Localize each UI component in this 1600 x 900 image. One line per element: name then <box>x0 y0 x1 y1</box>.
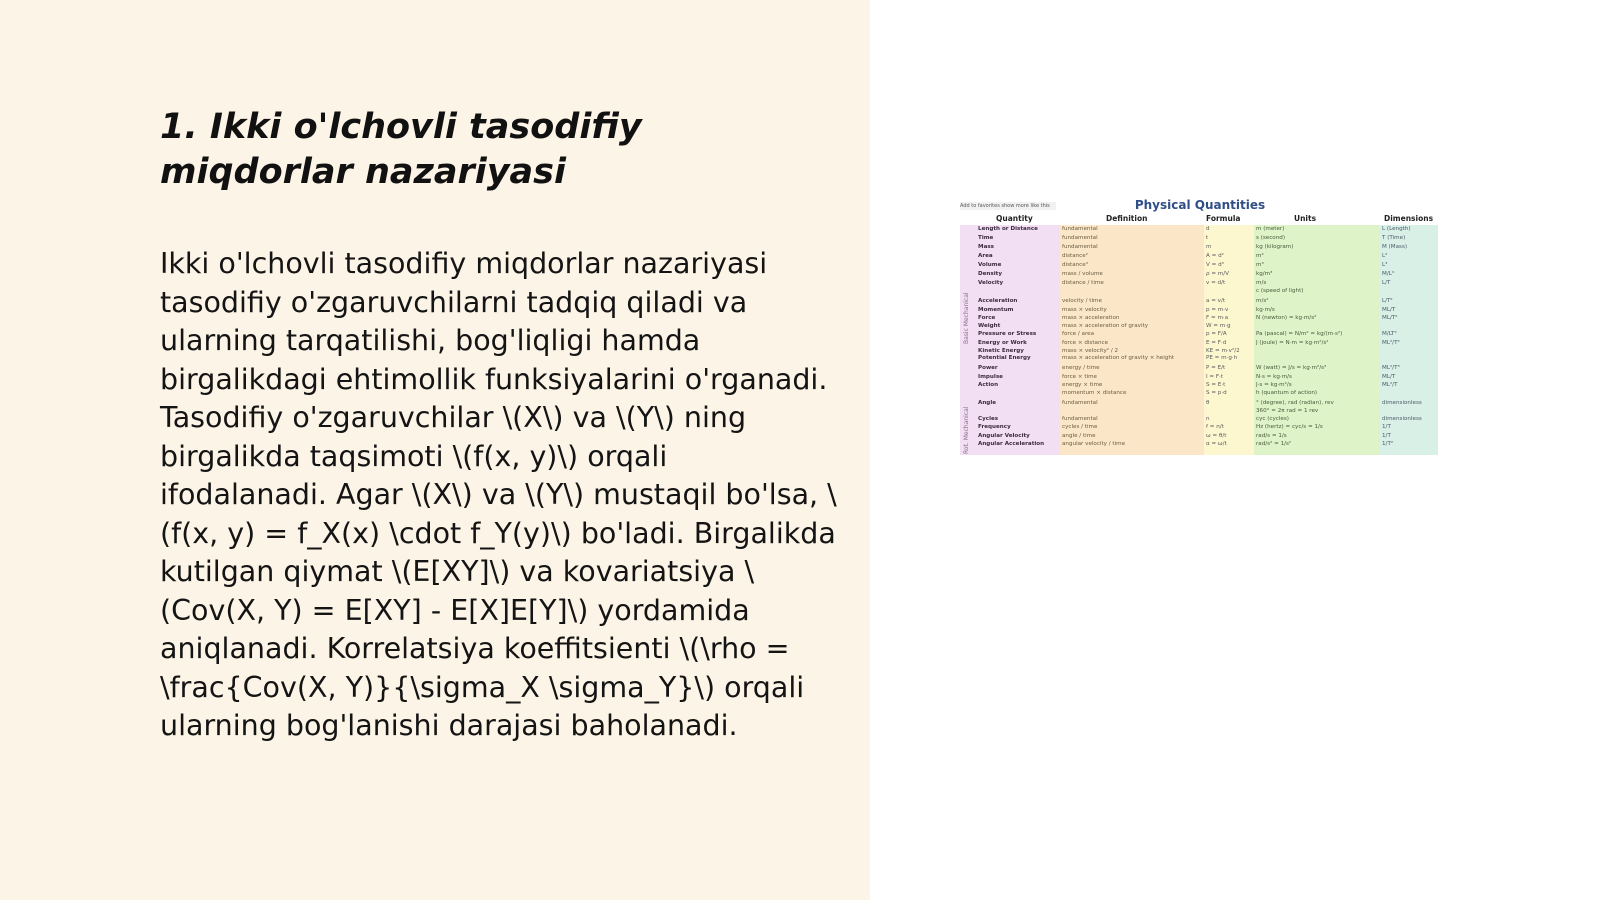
slide-body-text: Ikki o'lchovli tasodifiy miqdorlar nazariyasi tasodifiy o'zgaruvchilarni tadqiq qiladi va ularning tarqatilishi, bog'liqligi hamda birgalikdagi ehtimollik funksiyalarini o'rganadi. Tasodifiy o'zgaruvchilar \(X\) va \(Y\) ning birgalikda taqsimoti \(f(x, y)\) orqali ifodalanadi. Agar \(X\) va \(Y\) mustaqil bo'lsa, \(f(x, y) = f_X(x) \cdot f_Y(y)\) bo'ladi. Birgalikda kutilgan qiymat \(E[XY]\) va kovariatsiya \(Cov(X, Y) = E[XY] - E[X]E[Y]\) yordamida aniqlanadi. Korrelatsiya koeffitsienti \(\rho = \frac{Cov(X, Y)}{\sigma_X \sigma_Y}\) orqali ularning bog'lanishi darajasi baholanadi. <box>160 247 837 742</box>
units-cell: Hz (hertz) = cyc/s = 1/s <box>1256 424 1323 430</box>
formula-cell: I = F·t <box>1206 374 1224 380</box>
units-cell: N (newton) = kg·m/s² <box>1256 315 1317 321</box>
quantity-cell: Force <box>978 315 996 321</box>
formula-cell: θ <box>1206 400 1210 406</box>
quantity-cell: Weight <box>978 323 1001 329</box>
dimensions-cell: ML/T <box>1382 307 1396 313</box>
quantity-cell: Acceleration <box>978 298 1018 304</box>
formula-cell: p = m·v <box>1206 307 1229 313</box>
dimensions-cell: L³ <box>1382 262 1388 268</box>
formula-cell: S = p·d <box>1206 390 1227 396</box>
quantity-cell: Mass <box>978 244 995 250</box>
definition-cell: fundamental <box>1062 235 1098 241</box>
formula-cell: V = d³ <box>1206 262 1224 268</box>
quantity-cell: Angular Velocity <box>978 433 1030 439</box>
formula-cell: n <box>1206 416 1210 422</box>
quantity-cell: Power <box>978 365 998 371</box>
units-cell: kg/m³ <box>1256 271 1273 277</box>
table-row <box>960 234 1438 243</box>
header-quantity: Quantity <box>996 214 1033 223</box>
definition-cell: mass / volume <box>1062 271 1103 277</box>
quantity-cell: Frequency <box>978 424 1011 430</box>
header-units: Units <box>1294 214 1317 223</box>
header-definition: Definition <box>1106 214 1148 223</box>
quantity-cell: Time <box>978 235 994 241</box>
formula-cell: p = F/A <box>1206 331 1227 337</box>
units-cell: J·s = kg·m²/s <box>1256 382 1292 388</box>
definition-cell: angle / time <box>1062 433 1096 439</box>
header-formula: Formula <box>1206 214 1241 223</box>
table-row <box>960 389 1438 398</box>
definition-cell: cycles / time <box>1062 424 1098 430</box>
units-cell: kg (kilogram) <box>1256 244 1294 250</box>
group-label-rotational: Rot. Mechanical <box>963 406 970 454</box>
units-cell: m (meter) <box>1256 226 1285 232</box>
formula-cell: E = F·d <box>1206 340 1227 346</box>
quantity-cell: Kinetic Energy <box>978 348 1024 354</box>
definition-cell: distance / time <box>1062 280 1104 286</box>
units-cell: m³ <box>1256 262 1264 268</box>
quantity-cell: Angular Acceleration <box>978 441 1045 447</box>
definition-cell: distance² <box>1062 253 1088 259</box>
dimensions-cell: M (Mass) <box>1382 244 1408 250</box>
formula-cell: ρ = m/V <box>1206 271 1229 277</box>
table-row <box>960 252 1438 261</box>
table-row <box>960 297 1438 306</box>
units-cell: rad/s² = 1/s² <box>1256 441 1292 447</box>
units-cell: s (second) <box>1256 235 1286 241</box>
formula-cell: F = m·a <box>1206 315 1229 321</box>
table-row <box>960 330 1438 339</box>
header-dimensions: Dimensions <box>1384 214 1434 223</box>
units-cell: c (speed of light) <box>1256 288 1304 294</box>
definition-cell: fundamental <box>1062 226 1098 232</box>
table-row <box>960 423 1438 432</box>
formula-cell: P = E/t <box>1206 365 1226 371</box>
quantity-cell: Energy or Work <box>978 340 1027 346</box>
definition-cell: force / area <box>1062 331 1094 337</box>
dimensions-cell: L/T <box>1382 280 1391 286</box>
quantity-cell: Velocity <box>978 280 1004 286</box>
definition-cell: force × distance <box>1062 340 1109 346</box>
definition-cell: mass × acceleration of gravity × height <box>1062 355 1175 361</box>
dimensions-cell: dimensionless <box>1382 416 1422 422</box>
formula-cell: a = v/t <box>1206 298 1226 304</box>
dimensions-cell: 1/T <box>1382 433 1391 439</box>
units-cell: 360° = 2π rad = 1 rev <box>1256 408 1319 414</box>
dimensions-cell: ML²/T <box>1382 382 1398 388</box>
dimensions-cell: ML/T <box>1382 374 1396 380</box>
units-cell: kg·m/s <box>1256 307 1275 313</box>
dimensions-cell: L/T² <box>1382 298 1393 304</box>
quantity-cell: Cycles <box>978 416 999 422</box>
units-cell: Pa (pascal) = N/m² = kg/(m·s²) <box>1256 331 1343 337</box>
definition-cell: velocity / time <box>1062 298 1102 304</box>
group-label-basic: Basic Mechanical <box>963 292 970 344</box>
formula-cell: KE = m·v²/2 <box>1206 348 1240 354</box>
dimensions-cell: L² <box>1382 253 1388 259</box>
dimensions-cell: T (Time) <box>1382 235 1406 241</box>
table-row <box>960 364 1438 373</box>
slide-title: 1. Ikki o'lchovli tasodifiy miqdorlar nazariyasi <box>160 107 642 192</box>
formula-cell: PE = m·g·h <box>1206 355 1238 361</box>
definition-cell: force × time <box>1062 374 1097 380</box>
definition-cell: fundamental <box>1062 244 1098 250</box>
formula-cell: v = d/t <box>1206 280 1226 286</box>
definition-cell: mass × acceleration of gravity <box>1062 323 1149 329</box>
units-cell: N·s = kg·m/s <box>1256 374 1292 380</box>
quantity-cell: Potential Energy <box>978 355 1031 361</box>
quantity-cell: Volume <box>978 262 1002 268</box>
table-row <box>960 270 1438 279</box>
table-row <box>960 243 1438 252</box>
dimensions-cell: 1/T² <box>1382 441 1394 447</box>
formula-cell: d <box>1206 226 1210 232</box>
dimensions-cell: M/LT² <box>1382 331 1397 337</box>
definition-cell: fundamental <box>1062 400 1098 406</box>
dimensions-cell: ML²/T³ <box>1382 365 1400 371</box>
units-cell: ° (degree), rad (radian), rev <box>1256 400 1334 406</box>
definition-cell: energy / time <box>1062 365 1100 371</box>
dimensions-cell: ML²/T² <box>1382 340 1400 346</box>
table-title: Physical Quantities <box>1134 198 1266 212</box>
definition-cell: fundamental <box>1062 416 1098 422</box>
definition-cell: momentum × distance <box>1062 390 1127 396</box>
units-cell: h (quantum of action) <box>1256 390 1318 396</box>
definition-cell: mass × acceleration <box>1062 315 1120 321</box>
quantity-cell: Length or Distance <box>978 226 1038 232</box>
quantity-cell: Pressure or Stress <box>978 331 1037 337</box>
definition-cell: distance³ <box>1062 262 1088 268</box>
table-row <box>960 261 1438 270</box>
quantity-cell: Action <box>978 382 999 388</box>
units-cell: W (watt) = J/s = kg·m²/s³ <box>1256 365 1327 371</box>
units-cell: J (joule) = N·m = kg·m²/s² <box>1256 340 1329 346</box>
quantity-cell: Impulse <box>978 374 1003 380</box>
units-cell: m/s² <box>1256 298 1269 304</box>
quantity-cell: Area <box>978 253 993 259</box>
units-cell: m/s <box>1256 280 1267 286</box>
table-row <box>960 354 1438 363</box>
formula-cell: t <box>1206 235 1209 241</box>
definition-cell: mass × velocity² / 2 <box>1062 348 1119 354</box>
quantity-cell: Momentum <box>978 307 1014 313</box>
dimensions-cell: M/L³ <box>1382 271 1395 277</box>
quantity-cell: Angle <box>978 400 997 406</box>
dimensions-cell: dimensionless <box>1382 400 1422 406</box>
table-row <box>960 440 1438 449</box>
definition-cell: angular velocity / time <box>1062 441 1126 447</box>
formula-cell: A = d² <box>1206 253 1224 259</box>
formula-cell: f = n/t <box>1206 424 1224 430</box>
table-row <box>960 287 1438 296</box>
formula-cell: W = m·g <box>1206 323 1231 329</box>
units-cell: rad/s = 1/s <box>1256 433 1287 439</box>
dimensions-cell: ML/T² <box>1382 315 1398 321</box>
formula-cell: m <box>1206 244 1212 250</box>
formula-cell: α = ω/t <box>1206 441 1227 447</box>
quantity-cell: Density <box>978 271 1002 277</box>
units-cell: m² <box>1256 253 1264 259</box>
definition-cell: energy × time <box>1062 382 1103 388</box>
dimensions-cell: 1/T <box>1382 424 1391 430</box>
units-cell: cyc (cycles) <box>1256 416 1289 422</box>
dimensions-cell: L (Length) <box>1382 226 1411 232</box>
definition-cell: mass × velocity <box>1062 307 1107 313</box>
formula-cell: ω = θ/t <box>1206 433 1227 439</box>
favorites-caption: Add to favorites show more like this <box>960 202 1056 210</box>
table-row <box>960 225 1438 234</box>
formula-cell: S = E·t <box>1206 382 1226 388</box>
physical-quantities-table-image <box>960 196 1438 460</box>
